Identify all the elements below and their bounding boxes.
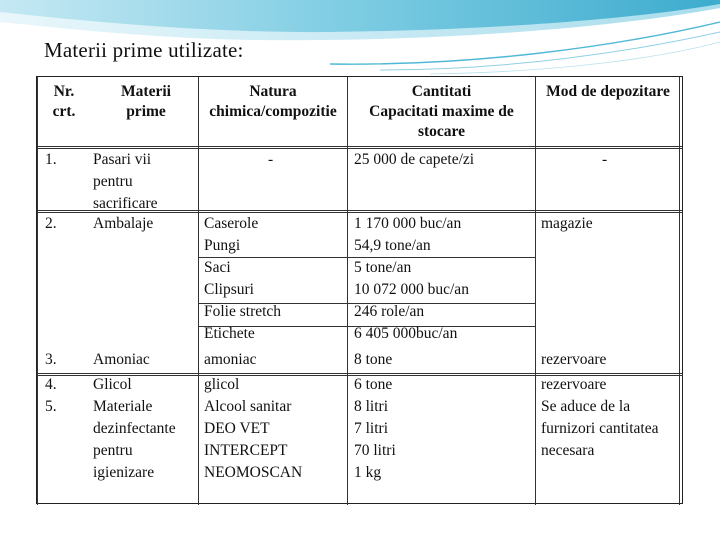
slide-title: Materii prime utilizate: bbox=[44, 38, 244, 62]
header-cantitati: Cantitati Capacitati maxime de stocare bbox=[369, 83, 514, 140]
header-materii-prime: Materii prime bbox=[121, 83, 171, 120]
row1-cantitati: 25 000 de capete/zi bbox=[354, 151, 475, 168]
row45-mod: rezervoare Se aduce de la furnizori cantitatea necesara bbox=[541, 376, 659, 459]
row3-nr: 3. bbox=[45, 351, 57, 368]
row3-mod: rezervoare bbox=[541, 351, 607, 368]
row1-mod: - bbox=[602, 151, 608, 168]
row2-natura: Caserole Pungi Saci Clipsuri Folie stretch Etichete bbox=[204, 215, 282, 342]
table-grid-line bbox=[679, 77, 680, 505]
table-grid-line bbox=[37, 77, 38, 505]
header-nr-crt: Nr. crt. bbox=[52, 83, 76, 120]
table-grid-line bbox=[37, 146, 683, 147]
row2-materii: Ambalaje bbox=[93, 215, 154, 232]
row3-natura: amoniac bbox=[204, 351, 257, 368]
row3-materii: Amoniac bbox=[93, 351, 150, 368]
row45-nr: 4. 5. bbox=[45, 376, 57, 415]
row1-natura: - bbox=[268, 151, 274, 168]
table-grid-line bbox=[535, 77, 536, 505]
header-mod-depozitare: Mod de depozitare bbox=[546, 83, 670, 100]
row3-cantitati: 8 tone bbox=[354, 351, 393, 368]
header-natura: Natura chimica/compozitie bbox=[209, 83, 337, 120]
raw-materials-table bbox=[36, 76, 683, 504]
table-grid-line bbox=[347, 77, 348, 505]
row45-cantitati: 6 tone 8 litri 7 litri 70 litri 1 kg bbox=[354, 376, 396, 481]
row45-natura: glicol Alcool sanitar DEO VET INTERCEPT NEOMOSCAN bbox=[204, 376, 303, 481]
row1-nr: 1. bbox=[45, 151, 57, 168]
table-grid-line bbox=[198, 77, 199, 505]
row45-materii: Glicol Materiale dezinfectante pentru igienizare bbox=[93, 376, 176, 481]
row1-materii: Pasari vii pentru sacrificare bbox=[93, 151, 158, 212]
row2-nr: 2. bbox=[45, 215, 57, 232]
row2-cantitati: 1 170 000 buc/an 54,9 tone/an 5 tone/an 10 072 000 buc/an 246 role/an 6 405 000buc/an bbox=[354, 215, 469, 342]
row2-mod: magazie bbox=[541, 215, 593, 232]
